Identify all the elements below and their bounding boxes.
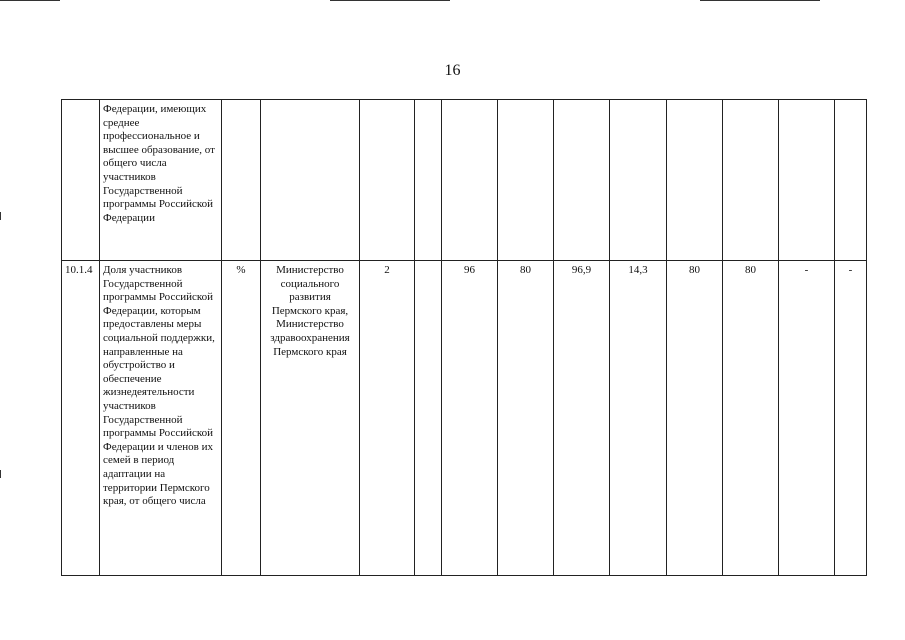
indicator-name: Федерации, имеющих среднее профессиональное и высшее образование, от общего числа участников Государственной программы Российской Федерации [100,100,222,261]
value-cell: - [779,261,835,576]
value-cell [498,100,554,261]
scan-edge-mark [330,0,450,1]
row-number [62,100,100,261]
indicators-table [61,99,867,576]
value-cell: 80 [498,261,554,576]
value-cell [415,261,442,576]
value-cell [610,100,667,261]
value-cell [442,100,498,261]
scan-edge-mark [0,212,1,220]
scan-edge-mark [0,0,60,1]
unit-cell: % [222,261,261,576]
value-cell: 2 [360,261,415,576]
scan-edge-mark [0,470,1,478]
value-cell: 80 [723,261,779,576]
value-cell [779,100,835,261]
value-cell: 96 [442,261,498,576]
scan-edge-mark [700,0,820,1]
value-cell [667,100,723,261]
table-row [62,100,867,261]
value-cell: - [835,261,867,576]
value-cell [723,100,779,261]
value-cell [415,100,442,261]
page-number: 16 [444,62,461,79]
table-row [62,261,867,576]
unit-cell [222,100,261,261]
value-cell [360,100,415,261]
value-cell: 96,9 [554,261,610,576]
value-cell [554,100,610,261]
responsible-cell: Министерство социального развития Пермского края, Министерство здравоохранения Пермского края [261,261,360,576]
indicator-name: Доля участников Государственной программы Российской Федерации, которым предоставлены меры социальной поддержки, направленные на обустройство и обеспечение жизнедеятельности участников Государственной программы Российской Федерации и членов их семей в период адаптации на территории Пермского края, от общего числа [100,261,222,576]
responsible-cell [261,100,360,261]
value-cell: 80 [667,261,723,576]
value-cell [835,100,867,261]
value-cell: 14,3 [610,261,667,576]
row-number: 10.1.4 [62,261,100,576]
